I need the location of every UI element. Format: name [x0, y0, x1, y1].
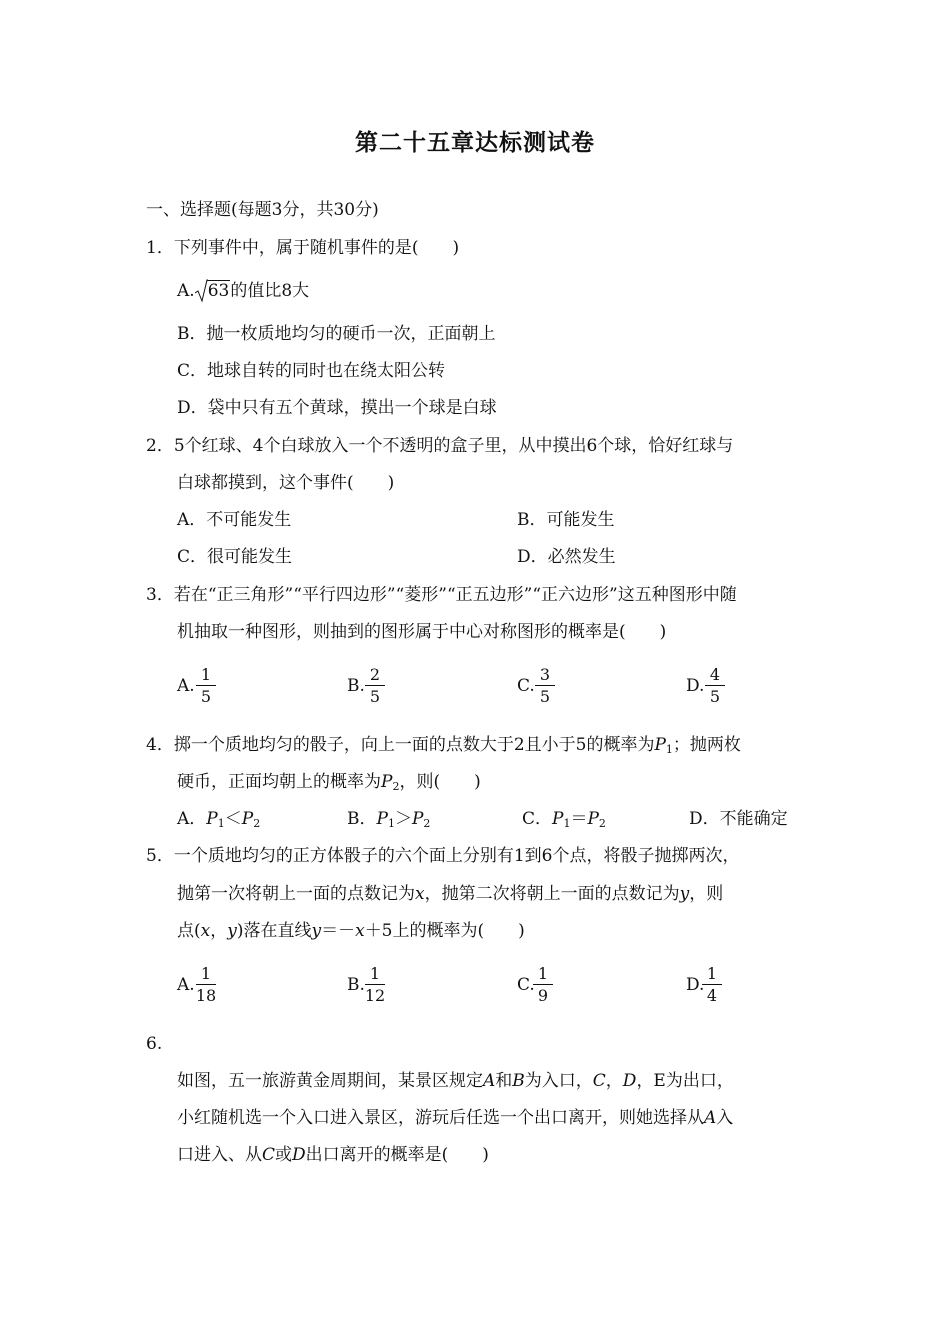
- question-5-line-2: [177, 883, 723, 905]
- numerator: 1: [200, 964, 212, 983]
- subscript: 2: [423, 817, 431, 830]
- denominator: 5: [539, 687, 551, 706]
- q6-text: 口进入、从: [177, 1145, 262, 1165]
- var-c: C: [262, 1145, 276, 1165]
- denominator: 18: [195, 986, 217, 1005]
- var-p: P: [206, 809, 218, 829]
- q1-option-d: D．袋中只有五个黄球，摸出一个球是白球: [177, 398, 497, 418]
- q5-text: ，抛第二次将朝上一面的点数记为: [424, 884, 680, 904]
- q6-text: 或: [275, 1145, 293, 1165]
- subscript: 2: [253, 817, 261, 830]
- var-p: P: [411, 809, 424, 829]
- q4-text: 4．掷一个质地均匀的骰子，向上一面的点数大于2且小于5的概率为: [146, 735, 655, 755]
- numerator: 3: [539, 665, 551, 684]
- q1-option-b: B．抛一枚质地均匀的硬币一次，正面朝上: [177, 324, 496, 344]
- option-label: B．: [347, 809, 377, 829]
- numerator: 2: [369, 665, 381, 684]
- q6-text: 如图，五一旅游黄金周期间，某景区规定: [177, 1071, 483, 1091]
- var-x: x: [415, 884, 425, 904]
- var-p: P: [381, 772, 393, 792]
- numerator: 1: [537, 964, 549, 983]
- option-label: C.: [517, 975, 535, 995]
- numerator: 1: [369, 964, 381, 983]
- subscript: 1: [665, 743, 673, 756]
- q6-text: 和: [495, 1071, 513, 1091]
- question-4-line-1: [146, 734, 741, 761]
- q4-text: 硬币，正面均朝上的概率为: [177, 772, 381, 792]
- option-label: B.: [347, 676, 365, 696]
- var-x: x: [355, 921, 365, 941]
- denominator: 5: [709, 687, 721, 706]
- option-label: C.: [517, 676, 535, 696]
- denominator: 9: [537, 986, 549, 1005]
- subscript: 1: [387, 817, 395, 830]
- operator: ＝: [570, 809, 588, 829]
- q2-option-a: A．不可能发生: [177, 510, 292, 530]
- question-2-line-1: 2．5个红球、4个白球放入一个不透明的盒子里，从中摸出6个球，恰好红球与: [146, 436, 734, 456]
- var-p: P: [654, 735, 666, 755]
- sqrt-symbol: [195, 280, 231, 302]
- var-d: D: [292, 1145, 306, 1165]
- var-y: y: [311, 921, 322, 941]
- var-p: P: [241, 809, 254, 829]
- numerator: 1: [706, 964, 718, 983]
- var-b: B: [512, 1071, 525, 1091]
- var-p: P: [376, 809, 388, 829]
- q2-option-c: C．很可能发生: [177, 547, 293, 567]
- q4-option-d: D．不能确定: [689, 809, 788, 829]
- question-6-number: 6.: [146, 1034, 163, 1054]
- subscript: 1: [563, 817, 571, 830]
- radicand: 63: [207, 281, 230, 301]
- q5-text: 抛第一次将朝上一面的点数记为: [177, 884, 415, 904]
- question-1: 1．下列事件中，属于随机事件的是( ): [146, 238, 460, 258]
- subscript: 1: [217, 817, 225, 830]
- fraction: [701, 964, 723, 1007]
- question-6-line-3: [177, 1144, 489, 1166]
- var-a: A: [483, 1071, 496, 1091]
- question-2-line-2: 白球都摸到，这个事件( ): [177, 473, 395, 493]
- option-label: D.: [686, 676, 705, 696]
- var-p: P: [587, 809, 599, 829]
- denominator: 5: [200, 687, 212, 706]
- q5-text: ，: [210, 921, 228, 941]
- denominator: 12: [364, 986, 386, 1005]
- q2-option-b: B．可能发生: [517, 510, 615, 530]
- var-d: D: [622, 1071, 637, 1091]
- q6-text: ，: [605, 1071, 623, 1091]
- numerator: 1: [200, 665, 212, 684]
- var-a: A: [704, 1108, 717, 1128]
- option-label: A.: [177, 281, 195, 301]
- q4-option-b: [347, 808, 430, 835]
- q5-text: ＝－: [321, 921, 356, 941]
- question-5-line-1: 5．一个质地均匀的正方体骰子的六个面上分别有1到6个点，将骰子抛掷两次，: [146, 846, 740, 866]
- q2-option-d: D．必然发生: [517, 547, 616, 567]
- q6-text: 小红随机选一个入口进入景区，游玩后任选一个出口离开，则她选择从: [177, 1108, 704, 1128]
- option-label: A．: [177, 809, 207, 829]
- var-c: C: [592, 1071, 606, 1091]
- question-6-line-1: [177, 1070, 734, 1092]
- question-3-line-2: 机抽取一种图形，则抽到的图形属于中心对称图形的概率是( ): [177, 622, 667, 642]
- question-5-line-3: [177, 920, 525, 942]
- q6-text: ，E为出口，: [636, 1071, 734, 1091]
- q5-text: )落在直线: [236, 921, 312, 941]
- q5-text: ，则: [689, 884, 724, 904]
- q5-text: 点(: [177, 921, 201, 941]
- fraction: [534, 665, 556, 708]
- q5-text: ＋5上的概率为( ): [364, 921, 525, 941]
- option-label: D.: [686, 975, 705, 995]
- fraction: [195, 964, 217, 1007]
- operator: ＜: [224, 809, 242, 829]
- q1-option-a: [177, 280, 309, 302]
- q6-text: 为入口，: [524, 1071, 593, 1091]
- q4-text: ，则( ): [399, 772, 481, 792]
- question-6-line-2: [177, 1107, 733, 1129]
- q4-option-a: [177, 808, 260, 835]
- option-label: C．: [522, 809, 553, 829]
- question-4-line-2: [177, 771, 481, 798]
- option-text: 的值比8大: [230, 281, 310, 301]
- q4-text: ；抛两枚: [672, 735, 741, 755]
- option-label: A.: [177, 676, 195, 696]
- fraction: [364, 665, 386, 708]
- q1-option-c: C．地球自转的同时也在绕太阳公转: [177, 361, 446, 381]
- subscript: 2: [392, 780, 400, 793]
- var-p: P: [552, 809, 564, 829]
- denominator: 4: [706, 986, 718, 1005]
- fraction: [195, 665, 217, 708]
- fraction: [364, 964, 386, 1007]
- page-title: 第二十五章达标测试卷: [355, 129, 595, 156]
- var-y: y: [227, 921, 237, 941]
- section-heading: 一、选择题(每题3分，共30分): [146, 200, 379, 220]
- q6-text: 入: [716, 1108, 734, 1128]
- q4-option-c: [522, 808, 606, 835]
- question-3-line-1: 3．若在“正三角形”“平行四边形”“菱形”“正五边形”“正六边形”这五种图形中随: [146, 585, 737, 605]
- fraction: [704, 665, 726, 708]
- denominator: 5: [369, 687, 381, 706]
- option-label: A.: [177, 975, 195, 995]
- option-label: B.: [347, 975, 365, 995]
- var-y: y: [679, 884, 690, 904]
- operator: ＞: [394, 809, 412, 829]
- var-x: x: [200, 921, 211, 941]
- subscript: 2: [598, 817, 606, 830]
- q6-text: 出口离开的概率是( ): [305, 1145, 489, 1165]
- numerator: 4: [709, 665, 721, 684]
- fraction: [532, 964, 554, 1007]
